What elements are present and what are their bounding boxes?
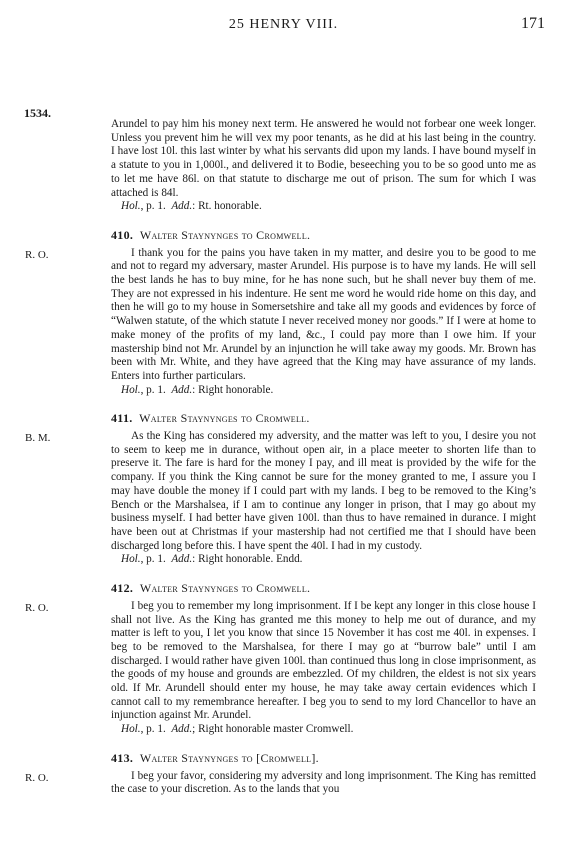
add-label: Add.	[171, 200, 193, 213]
hol-label: Hol.	[121, 723, 141, 736]
source-marker: R. O.	[25, 771, 49, 784]
letter-text: I thank you for the pains you have taken in my matter, and desire you to be good to me and not to regard my adversary, master Arundel. His purpose is to have my lands. He will sell the best lands he has to buy mine, for he has none such, but he shall never buy them of me. They are not expressed in his indenture. He sent me word he would ride home on this day, and then he will go to my house in Somersetshire and take all my goods and evidences by force of “Walwen statute, of the which statute I never received money nor goods.” If I were at home to make money of the profits of my land, &c., I could pay more than I owe him. If your mastership bind not Mr. Arundel by an injunction he will take away my goods. Mr. Brown has been with Mr. White, and they have agreed that the King may have assurance of my lands. Enters into further particulars.	[111, 246, 536, 382]
add-label: Add.	[171, 383, 193, 396]
hol-label: Hol.	[121, 200, 141, 213]
address: : Rt. honorable.	[192, 200, 262, 213]
add-label: Add.	[171, 553, 193, 566]
letter-410	[25, 227, 536, 397]
letter-footnote	[111, 200, 536, 214]
year-marker: 1534.	[24, 106, 51, 120]
letter-heading	[111, 229, 536, 243]
letter-number: 413.	[111, 750, 134, 765]
pages-label: , p. 1.	[140, 723, 166, 736]
add-label: Add.	[171, 723, 193, 736]
letter-footnote	[111, 723, 536, 737]
letter-413	[25, 750, 536, 797]
letter-number: 410.	[111, 227, 134, 242]
source-marker: B. M.	[25, 432, 51, 445]
address: : Right honorable. Endd.	[192, 553, 303, 566]
letter-number: 412.	[111, 581, 134, 596]
letter-411	[25, 411, 536, 567]
letter-heading	[111, 582, 536, 596]
letter-title: Walter Staynynges to [Cromwell].	[139, 750, 319, 765]
pages-label: , p. 1.	[140, 553, 166, 566]
letter-text: Arundel to pay him his money next term. He answered he would not forbear one week longer. Unless you prevent him he will vex my poor tenants, as he did at his last being in the country. I have lost 10l. this last winter by what his servants did upon my lands. I have bound myself in a statute to you in 1,000l., and delivered it to Bodie, beseeching you to be so good unto me as to let me have 86l. on that statute to discharge me out of prison. The sum for which I was attached is 84l.	[111, 118, 536, 199]
address: : Right honorable.	[192, 383, 274, 396]
page-header	[0, 0, 567, 40]
hol-label: Hol.	[121, 383, 141, 396]
page-number: 171	[521, 15, 545, 32]
running-title: 25 HENRY VIII.	[228, 17, 339, 32]
letter-continuation	[111, 118, 536, 214]
letter-footnote	[111, 384, 536, 398]
letter-number: 411.	[111, 411, 133, 426]
letter-heading	[111, 752, 536, 766]
pages-label: , p. 1.	[140, 383, 166, 396]
hol-label: Hol.	[121, 553, 141, 566]
letter-title: Walter Staynynges to Cromwell.	[139, 411, 310, 426]
letter-text: As the King has considered my adversity, and the matter was left to you, I desire you not to seem to keep me in durance, without open air, in a place meeter to shorten life than to preserve it. The fare is hard for the money I pay, and ill meat is provided by the wife for the company. If you think the King cannot be sure for the money granted to me, I assure you I may have double the money if I could part with my lands. I beg to be removed to the King’s Bench or the Marshalsea, if I am to continue any longer in prison, that I may go about my business myself. I had better have given 100l. than thus to have remained in durance. I might have been out at Christmas if your mastership had not certified me that I should have been discharged long before this. I have spent the 40l. I had in my custody.	[111, 430, 536, 552]
source-marker: R. O.	[25, 248, 49, 261]
letter-title: Walter Staynynges to Cromwell.	[139, 581, 311, 596]
pages-label: , p. 1.	[140, 200, 166, 213]
letter-text: I beg your favor, considering my adversity and long imprisonment. The King has remitted the case to your discretion. As to the lands that you	[111, 769, 536, 796]
address: ; Right honorable master Cromwell.	[192, 723, 354, 736]
letter-text: I beg you to remember my long imprisonment. If I be kept any longer in this close house I shall not live. As the King has granted me this money to help me out of durance, and my matter is left to you, I let you know that since 15 November it has cost me 40l. in expenses. I beg to be removed to the Marshalsea, for there I may go at “burrow bale” until I am discharged. I would rather have given 100l. than continued thus long in close imprisonment, as the goods of my house and grounds are embezzled. Of my children, the eldest is not six years old. If Mr. Arundell should enter my house, he may take away certain evidences which I cannot call to my remembrance hereafter. I beg you to send to my lord Chancellor to have an injunction against Mr. Arundel.	[111, 599, 536, 722]
letter-title: Walter Staynynges to Cromwell.	[139, 227, 311, 242]
letter-footnote	[111, 553, 536, 567]
letter-412	[25, 581, 536, 737]
source-marker: R. O.	[25, 602, 49, 615]
letter-heading	[111, 412, 536, 426]
calendar-body	[25, 118, 536, 797]
